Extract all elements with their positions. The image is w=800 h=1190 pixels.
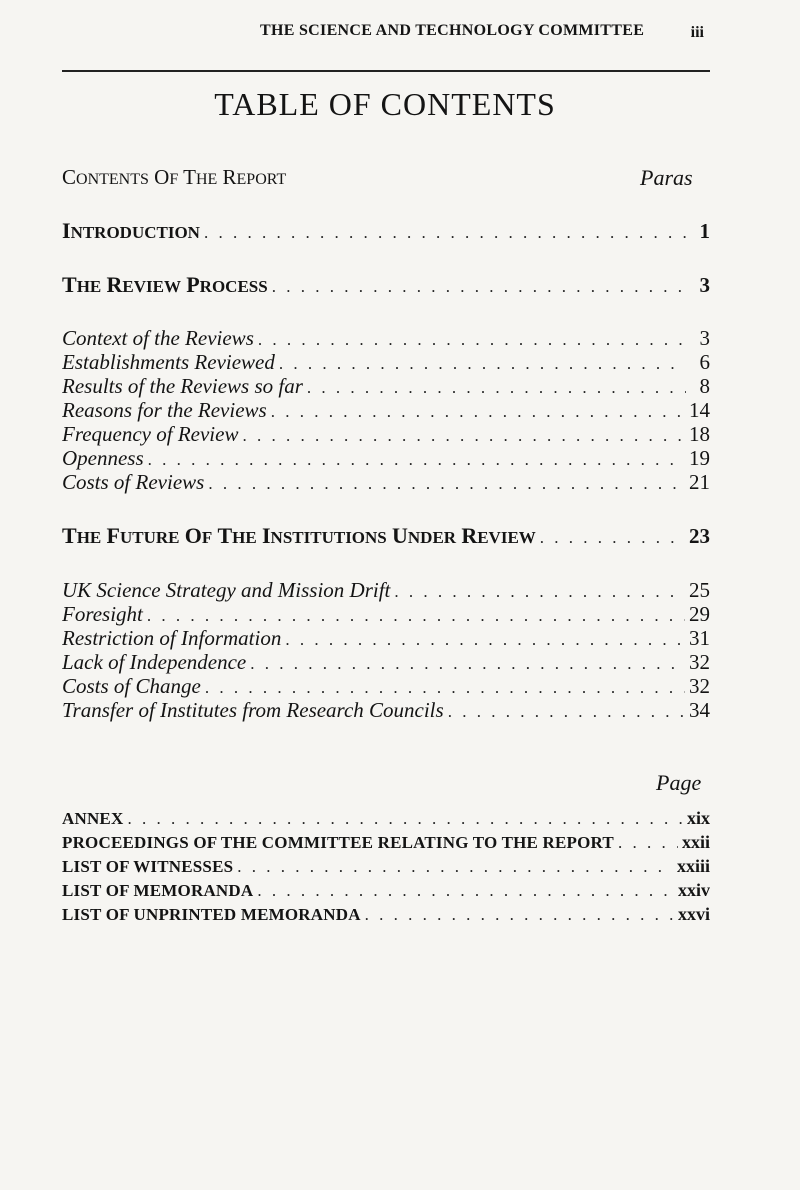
toc-subentry-title: Reasons for the Reviews xyxy=(62,398,267,422)
toc-subentry-para: 21 xyxy=(689,470,710,494)
toc-annex-page: xix xyxy=(686,808,710,828)
toc-subentry-title: Foresight xyxy=(62,602,143,626)
toc-subentry xyxy=(62,650,710,674)
toc-subentry xyxy=(62,674,710,698)
dot-leader xyxy=(285,630,685,650)
page-number: iii xyxy=(690,24,704,41)
toc-subentry-title: Transfer of Institutes from Research Councils xyxy=(62,698,444,722)
toc-annex-entry xyxy=(62,880,710,904)
toc-subentry-para: 32 xyxy=(689,650,710,674)
toc-subentry xyxy=(62,602,710,626)
toc-subentry xyxy=(62,626,710,650)
toc-subentry-para: 14 xyxy=(689,398,710,422)
dot-leader xyxy=(237,857,673,877)
dot-leader xyxy=(127,809,683,829)
dot-leader xyxy=(279,354,686,374)
toc-subentry xyxy=(62,446,710,470)
toc-entry-para: 1 xyxy=(699,219,710,242)
toc-subentry-para: 34 xyxy=(689,698,710,722)
toc-entry-future xyxy=(62,523,710,547)
page-column-label: Page xyxy=(656,770,702,795)
toc-annex-entry xyxy=(62,832,710,856)
toc-annex-title: PROCEEDINGS OF THE COMMITTEE RELATING TO THE REPORT xyxy=(62,833,614,852)
dot-leader xyxy=(258,330,686,350)
toc-subentry-title: Context of the Reviews xyxy=(62,326,254,350)
paras-column-label: Paras xyxy=(640,165,693,190)
header-rule xyxy=(62,70,710,72)
toc-entry-introduction xyxy=(62,218,710,242)
toc-annex-entry xyxy=(62,904,710,928)
toc-annex-title: LIST OF MEMORANDA xyxy=(62,881,254,900)
dot-leader xyxy=(540,528,685,547)
toc-annex-page: xxii xyxy=(681,832,710,852)
toc-subentry-title: Openness xyxy=(62,446,144,470)
toc-subentry-para: 31 xyxy=(689,626,710,650)
toc-annex-page: xxiv xyxy=(677,880,710,900)
toc-subentry xyxy=(62,422,710,446)
toc-subentry-title: Costs of Change xyxy=(62,674,201,698)
toc-annex-title: LIST OF WITNESSES xyxy=(62,857,234,876)
dot-leader xyxy=(448,702,685,722)
toc-subentry xyxy=(62,470,710,494)
dot-leader xyxy=(394,582,685,602)
toc-subentry-para: 6 xyxy=(699,350,710,374)
toc-entry-para: 3 xyxy=(699,273,710,296)
toc-subentry xyxy=(62,350,710,374)
toc-subentry-para: 32 xyxy=(689,674,710,698)
toc-annex-title: LIST OF UNPRINTED MEMORANDA xyxy=(62,905,361,924)
dot-leader xyxy=(307,378,686,398)
page-title: TABLE OF CONTENTS xyxy=(214,86,556,122)
toc-subentry-title: Frequency of Review xyxy=(62,422,239,446)
toc-subentry-title: Results of the Reviews so far xyxy=(62,374,303,398)
toc-subentry-title: Lack of Independence xyxy=(62,650,247,674)
toc-subentry xyxy=(62,374,710,398)
toc-subentry-para: 3 xyxy=(699,326,710,350)
toc-subentry-title: Restriction of Information xyxy=(62,626,282,650)
toc-annex-entry xyxy=(62,808,710,832)
dot-leader xyxy=(271,402,685,422)
toc-subentry-para: 25 xyxy=(689,578,710,602)
toc-subentry-para: 29 xyxy=(689,602,710,626)
toc-annex-page: xxvi xyxy=(677,904,710,924)
dot-leader xyxy=(618,833,678,853)
toc-annex-title: ANNEX xyxy=(62,809,124,828)
dot-leader xyxy=(204,223,686,242)
dot-leader xyxy=(208,474,685,494)
toc-subentry-title: Establishments Reviewed xyxy=(62,350,275,374)
toc-subentry-title: UK Science Strategy and Mission Drift xyxy=(62,578,391,602)
toc-subentry xyxy=(62,326,710,350)
dot-leader xyxy=(242,426,685,446)
running-header xyxy=(0,22,800,62)
toc-entry-title: THE REVIEW PROCESS xyxy=(62,272,268,296)
toc-subentry xyxy=(62,698,710,722)
toc-entry-title: THE FUTURE OF THE INSTITUTIONS UNDER REVIEW xyxy=(62,523,536,547)
toc-entry-review-process xyxy=(62,272,710,296)
dot-leader xyxy=(205,678,685,698)
toc-subentry xyxy=(62,398,710,422)
dot-leader xyxy=(272,277,686,296)
dot-leader xyxy=(148,450,685,470)
contents-heading: CONTENTS OF THE REPORT xyxy=(62,165,287,189)
running-title: THE SCIENCE AND TECHNOLOGY COMMITTEE xyxy=(260,22,645,39)
toc-subentry-para: 8 xyxy=(699,374,710,398)
dot-leader xyxy=(257,881,674,901)
dot-leader xyxy=(365,905,674,925)
toc-annex-page: xxiii xyxy=(676,856,710,876)
dot-leader xyxy=(147,606,685,626)
dot-leader xyxy=(250,654,685,674)
toc-annex-entry xyxy=(62,856,710,880)
toc-subentry-para: 19 xyxy=(689,446,710,470)
toc-subentry-title: Costs of Reviews xyxy=(62,470,205,494)
toc-subentry-para: 18 xyxy=(689,422,710,446)
toc-entry-title: INTRODUCTION xyxy=(62,218,200,242)
toc-subentry xyxy=(62,578,710,602)
toc-entry-para: 23 xyxy=(689,524,710,547)
